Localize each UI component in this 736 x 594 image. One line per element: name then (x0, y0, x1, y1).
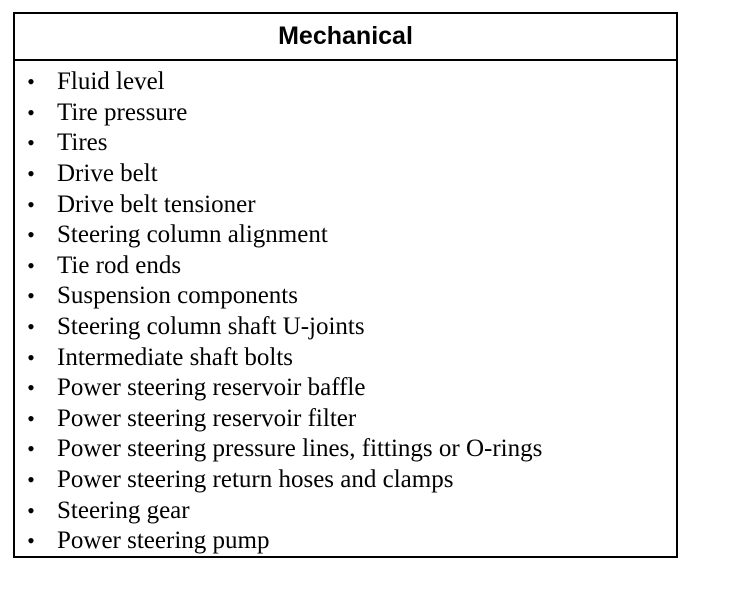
list-item (15, 98, 676, 129)
list-item-label: Power steering reservoir baffle (57, 374, 366, 402)
list-item-label: Power steering reservoir filter (57, 404, 357, 432)
list-item-label: Steering gear (57, 496, 190, 524)
list-item (15, 67, 676, 98)
list-item-label: Suspension components (57, 282, 298, 310)
bullet-icon: • (27, 161, 35, 187)
list-item (15, 465, 676, 496)
list-item (15, 189, 676, 220)
bullet-icon: • (27, 344, 35, 370)
bullet-icon: • (27, 436, 35, 462)
list-item-label: Power steering pressure lines, fittings or O-rings (57, 435, 543, 463)
list-item (15, 404, 676, 435)
bullet-icon: • (27, 222, 35, 248)
list-item-label: Power steering return hoses and clamps (57, 466, 454, 494)
bullet-icon: • (27, 375, 35, 401)
bullet-icon: • (27, 467, 35, 493)
bullet-icon: • (27, 252, 35, 278)
bullet-icon: • (27, 130, 35, 156)
list-item (15, 220, 676, 251)
table-header: Mechanical (15, 14, 676, 61)
list-item (15, 495, 676, 526)
list-item (15, 159, 676, 190)
item-list (15, 61, 676, 557)
list-item (15, 342, 676, 373)
bullet-icon: • (27, 99, 35, 125)
list-item (15, 128, 676, 159)
list-item (15, 526, 676, 557)
list-item (15, 373, 676, 404)
list-item-label: Steering column alignment (57, 221, 328, 249)
list-item (15, 251, 676, 282)
bullet-icon: • (27, 497, 35, 523)
list-item-label: Steering column shaft U-joints (57, 313, 365, 341)
list-item-label: Drive belt tensioner (57, 190, 256, 218)
bullet-icon: • (27, 69, 35, 95)
list-item (15, 312, 676, 343)
bullet-icon: • (27, 314, 35, 340)
list-item-label: Tires (57, 129, 108, 157)
list-item-label: Drive belt (57, 160, 158, 188)
list-item-label: Tire pressure (57, 98, 188, 126)
list-item-label: Power steering pump (57, 527, 270, 555)
bullet-icon: • (27, 283, 35, 309)
mechanical-checklist-table (13, 12, 678, 558)
list-item (15, 281, 676, 312)
bullet-icon: • (27, 405, 35, 431)
list-item-label: Fluid level (57, 68, 165, 96)
list-item (15, 434, 676, 465)
list-item-label: Tie rod ends (57, 251, 182, 279)
bullet-icon: • (27, 528, 35, 554)
bullet-icon: • (27, 191, 35, 217)
list-item-label: Intermediate shaft bolts (57, 343, 294, 371)
